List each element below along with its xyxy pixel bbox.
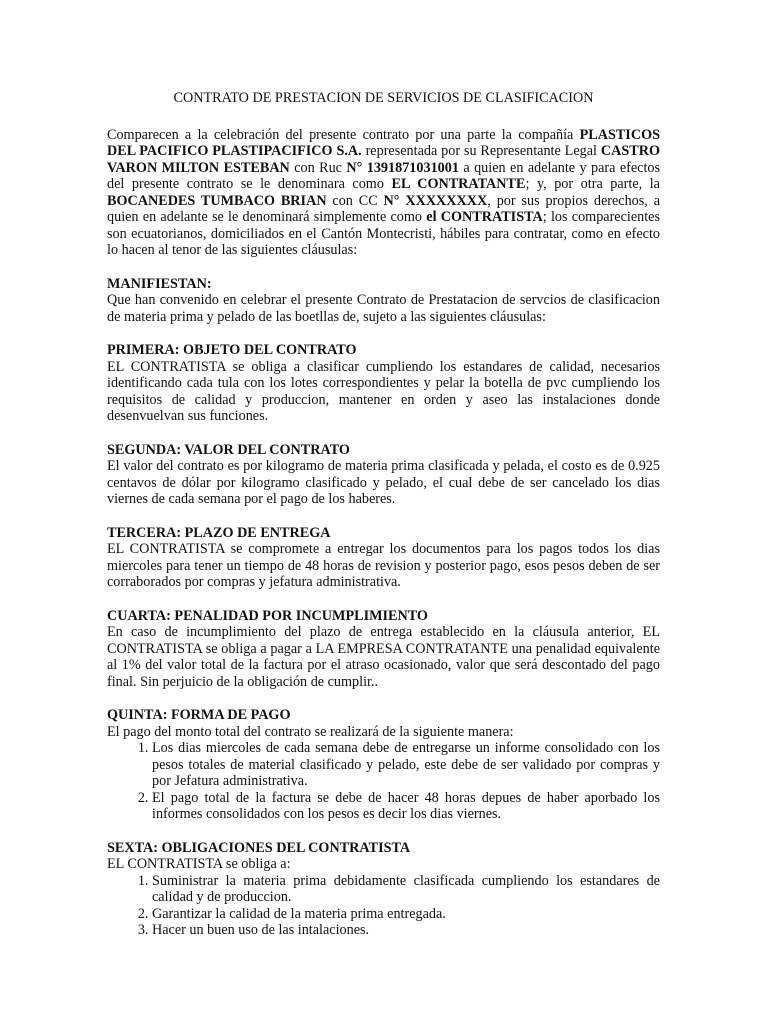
section-heading: SEXTA: OBLIGACIONES DEL CONTRATISTA (107, 839, 411, 856)
ruc-number: N° 1391871031001 (346, 159, 459, 176)
section-primera (107, 342, 660, 425)
intro-text-8: ; los comparecientes son ecuatorianos, domiciliados en el Cantón Montecristi, hábiles para contratar, como en efecto lo hacen al tenor de las siguientes cláusulas: (107, 209, 660, 258)
intro-text-5: ; y, por otra parte, la (525, 176, 660, 192)
payment-list (107, 740, 660, 823)
list-item: 1. Suministrar la materia prima debidamente clasificada cumpliendo los estandares de calidad y de produccion. (152, 873, 660, 906)
cc-number: N° XXXXXXXX (383, 192, 488, 209)
contractor-name: BOCANEDES TUMBACO BRIAN (107, 192, 327, 209)
section-cuarta (107, 608, 660, 691)
intro-text-6: con CC (326, 192, 384, 209)
intro-text-2: representada por su Representante Legal (361, 143, 601, 159)
section-heading: PRIMERA: OBJETO DEL CONTRATO (107, 342, 357, 358)
section-text: Que han convenido en celebrar el presente Contrato de Prestatacion de servcios de clasificacion de materia prima y pelado de las boetllas de, sujeto a las siguientes cláusulas: (107, 292, 660, 325)
intro-text-7: , por sus propios derechos, a quien en adelante se le denominará simplemente como (107, 192, 660, 225)
list-item: 2. Garantizar la calidad de la materia prima entregada. (152, 906, 660, 923)
contratante-label: EL CONTRATANTE (391, 176, 526, 192)
section-heading: TERCERA: PLAZO DE ENTREGA (107, 524, 331, 541)
section-manifiestan (107, 276, 660, 326)
section-text: EL CONTRATISTA se compromete a entregar los documentos para los pagos todos los dias miercoles para tener un tiempo de 48 horas de revision y posterior pago, esos pesos deben de ser corraborados por compras y jefatura administrativa. (107, 541, 660, 590)
intro-text-1: Comparecen a la celebración del presente contrato por una parte la compañía (107, 126, 580, 143)
list-item: 1. Los dias miercoles de cada semana debe de entregarse un informe consolidado con los pesos totales de material clasificado y pelado, este debe de ser validado por compras y por Jefatura administrativa. (152, 740, 660, 790)
section-tercera (107, 525, 660, 591)
section-text: EL CONTRATISTA se obliga a: (107, 856, 291, 872)
section-text: En caso de incumplimiento del plazo de entrega establecido en la cláusula anterior, EL CONTRATISTA se obliga a pagar a LA EMPRESA CONTRATANTE una penalidad equivalente al 1% del valor total de la factura por el atraso ocasionado, valor que será descontado del pago final. Sin perjuicio de la obligación de cumplir.. (107, 624, 660, 690)
list-item: 2. El pago total de la factura se debe de hacer 48 horas depues de haber aporbado los informes consolidados con los pesos es decir los dias viernes. (152, 790, 660, 823)
section-sexta (107, 840, 660, 939)
section-heading: QUINTA: FORMA DE PAGO (107, 707, 291, 723)
section-text: El pago del monto total del contrato se realizará de la siguiente manera: (107, 723, 514, 740)
section-heading: MANIFIESTAN: (107, 275, 212, 292)
list-item: 3. Hacer un buen uso de las intalaciones. (152, 922, 660, 939)
contratista-label: el CONTRATISTA (426, 209, 543, 225)
section-quinta (107, 707, 660, 823)
intro-text-3: con Ruc (289, 159, 347, 176)
section-heading: SEGUNDA: VALOR DEL CONTRATO (107, 441, 350, 458)
section-heading: CUARTA: PENALIDAD POR INCUMPLIMIENTO (107, 607, 428, 624)
section-text: EL CONTRATISTA se obliga a clasificar cumpliendo los estandares de calidad, necesarios identificando cada tula con los lotes correspondientes y pelar la botella de pvc cumpliendo los requisitos de calidad y produccion, mantener en orden y aseo las instalaciones donde desenvuelvan sus funciones. (107, 358, 660, 424)
section-segunda (107, 442, 660, 508)
document-title: CONTRATO DE PRESTACION DE SERVICIOS DE CLASIFICACION (173, 90, 594, 106)
company-name: PLASTICOS DEL PACIFICO PLASTIPACIFICO S.A. (107, 126, 660, 159)
intro-text-4: a quien en adelante y para efectos del presente contrato se le denominara como (107, 159, 661, 192)
section-text: El valor del contrato es por kilogramo de materia prima clasificada y pelada, el costo es de 0.925 centavos de dólar por kilogramo clasificado y pelado, el cual debe de ser cancelado los dias viernes de cada semana por el pago de los haberes. (107, 458, 660, 507)
intro-paragraph (107, 127, 660, 259)
legal-representative: CASTRO VARON MILTON ESTEBAN (107, 143, 660, 176)
obligations-list (107, 873, 660, 939)
